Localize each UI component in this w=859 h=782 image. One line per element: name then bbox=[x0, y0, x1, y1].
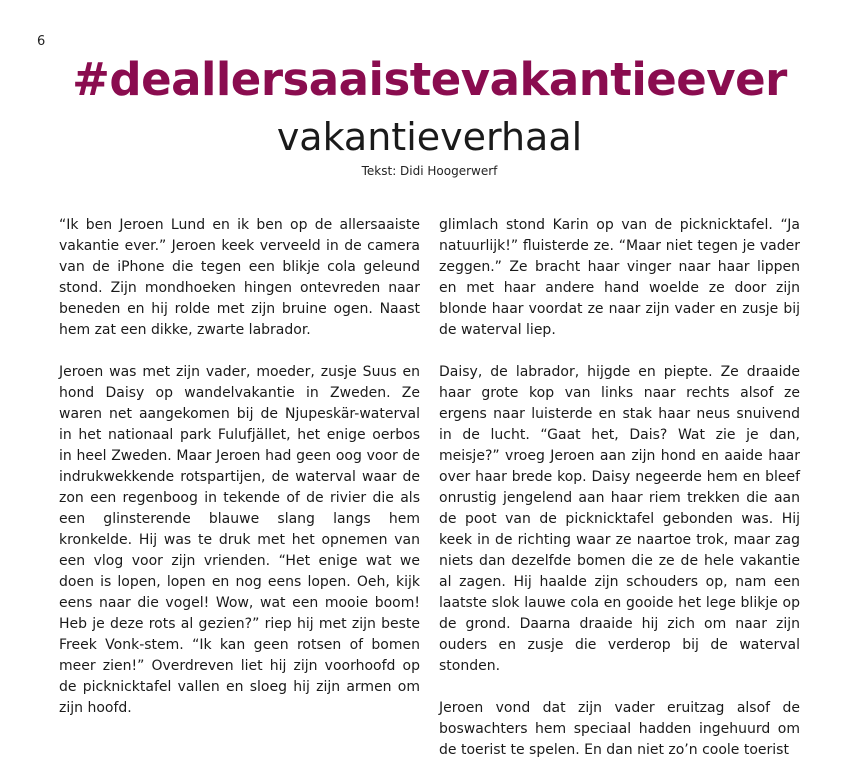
paragraph: Jeroen vond dat zijn vader eruitzag alsof de boswachters hem speciaal hadden ingehuurd om de toerist te spelen. En dan niet zo’n coole toerist bbox=[439, 700, 800, 758]
paragraph: Jeroen was met zijn vader, moeder, zusje Suus en hond Daisy op wandelvakantie in Zweden. Ze waren net aangekomen bij de Njupeskär-waterval in het nationaal park Fulufjället, het enige oerbos in heel Zweden. Maar Jeroen had geen oog voor de indrukwekkende rotspartijen, de waterval waar de zon een regenboog in tekende of de rivier die als een glinsterende blauwe slang langs hem kronkelde. Hij was te druk met het opnemen van een vlog voor zijn vrienden. “Het enige wat we doen is lopen, lopen en nog eens lopen. Oeh, kijk eens naar die vogel! Wow, wat een mooie boom! Heb je deze rots al gezien?” riep hij met zijn beste Freek Vonk-stem. “Ik kan geen rotsen of bomen meer zien!” Overdreven liet hij zijn voorhoofd op de picknicktafel vallen en sloeg hij zijn armen om zijn hoofd. bbox=[59, 364, 420, 716]
text-column-left bbox=[59, 215, 420, 740]
byline: Tekst: Didi Hoogerwerf bbox=[361, 164, 498, 178]
paragraph: glimlach stond Karin op van de picknicktafel. “Ja natuurlijk!” fluisterde ze. “Maar niet tegen je vader zeggen.” Ze bracht haar vinger naar haar lippen en met haar andere hand woelde ze door zijn blonde haar voordat ze naar zijn vader en zusje bij de waterval liep. bbox=[439, 217, 800, 338]
text-column-right bbox=[439, 215, 800, 782]
article-title: #deallersaaistevakantieever bbox=[72, 53, 787, 106]
paragraph: Daisy, de labrador, hijgde en piepte. Ze draaide haar grote kop van links naar rechts alsof ze ergens naar luisterde en stak haar neus snuivend in de lucht. “Gaat het, Dais? Wat zie je dan, meisje?” vroeg Jeroen aan zijn hond en aaide haar over haar brede kop. Daisy negeerde hem en bleef onrustig jengelend aan haar riem trekken die aan de poot van de picknicktafel gebonden was. Hij keek in de richting waar ze naartoe trok, maar zag niets dan dezelfde bomen die ze de hele vakantie al zagen. Hij haalde zijn schouders op, nam een laatste slok lauwe cola en gooide het lege blikje op de grond. Daarna draaide hij zich om naar zijn ouders en zusje die verderop bij de waterval stonden. bbox=[439, 364, 800, 674]
article-subtitle: vakantieverhaal bbox=[276, 115, 583, 159]
paragraph: “Ik ben Jeroen Lund en ik ben op de allersaaiste vakantie ever.” Jeroen keek verveeld in de camera van de iPhone die tegen een blikje cola geleund stond. Zijn mondhoeken hingen ontevreden naar beneden en hij rolde met zijn bruine ogen. Naast hem zat een dikke, zwarte labrador. bbox=[59, 217, 420, 338]
page-number: 6 bbox=[37, 34, 46, 49]
